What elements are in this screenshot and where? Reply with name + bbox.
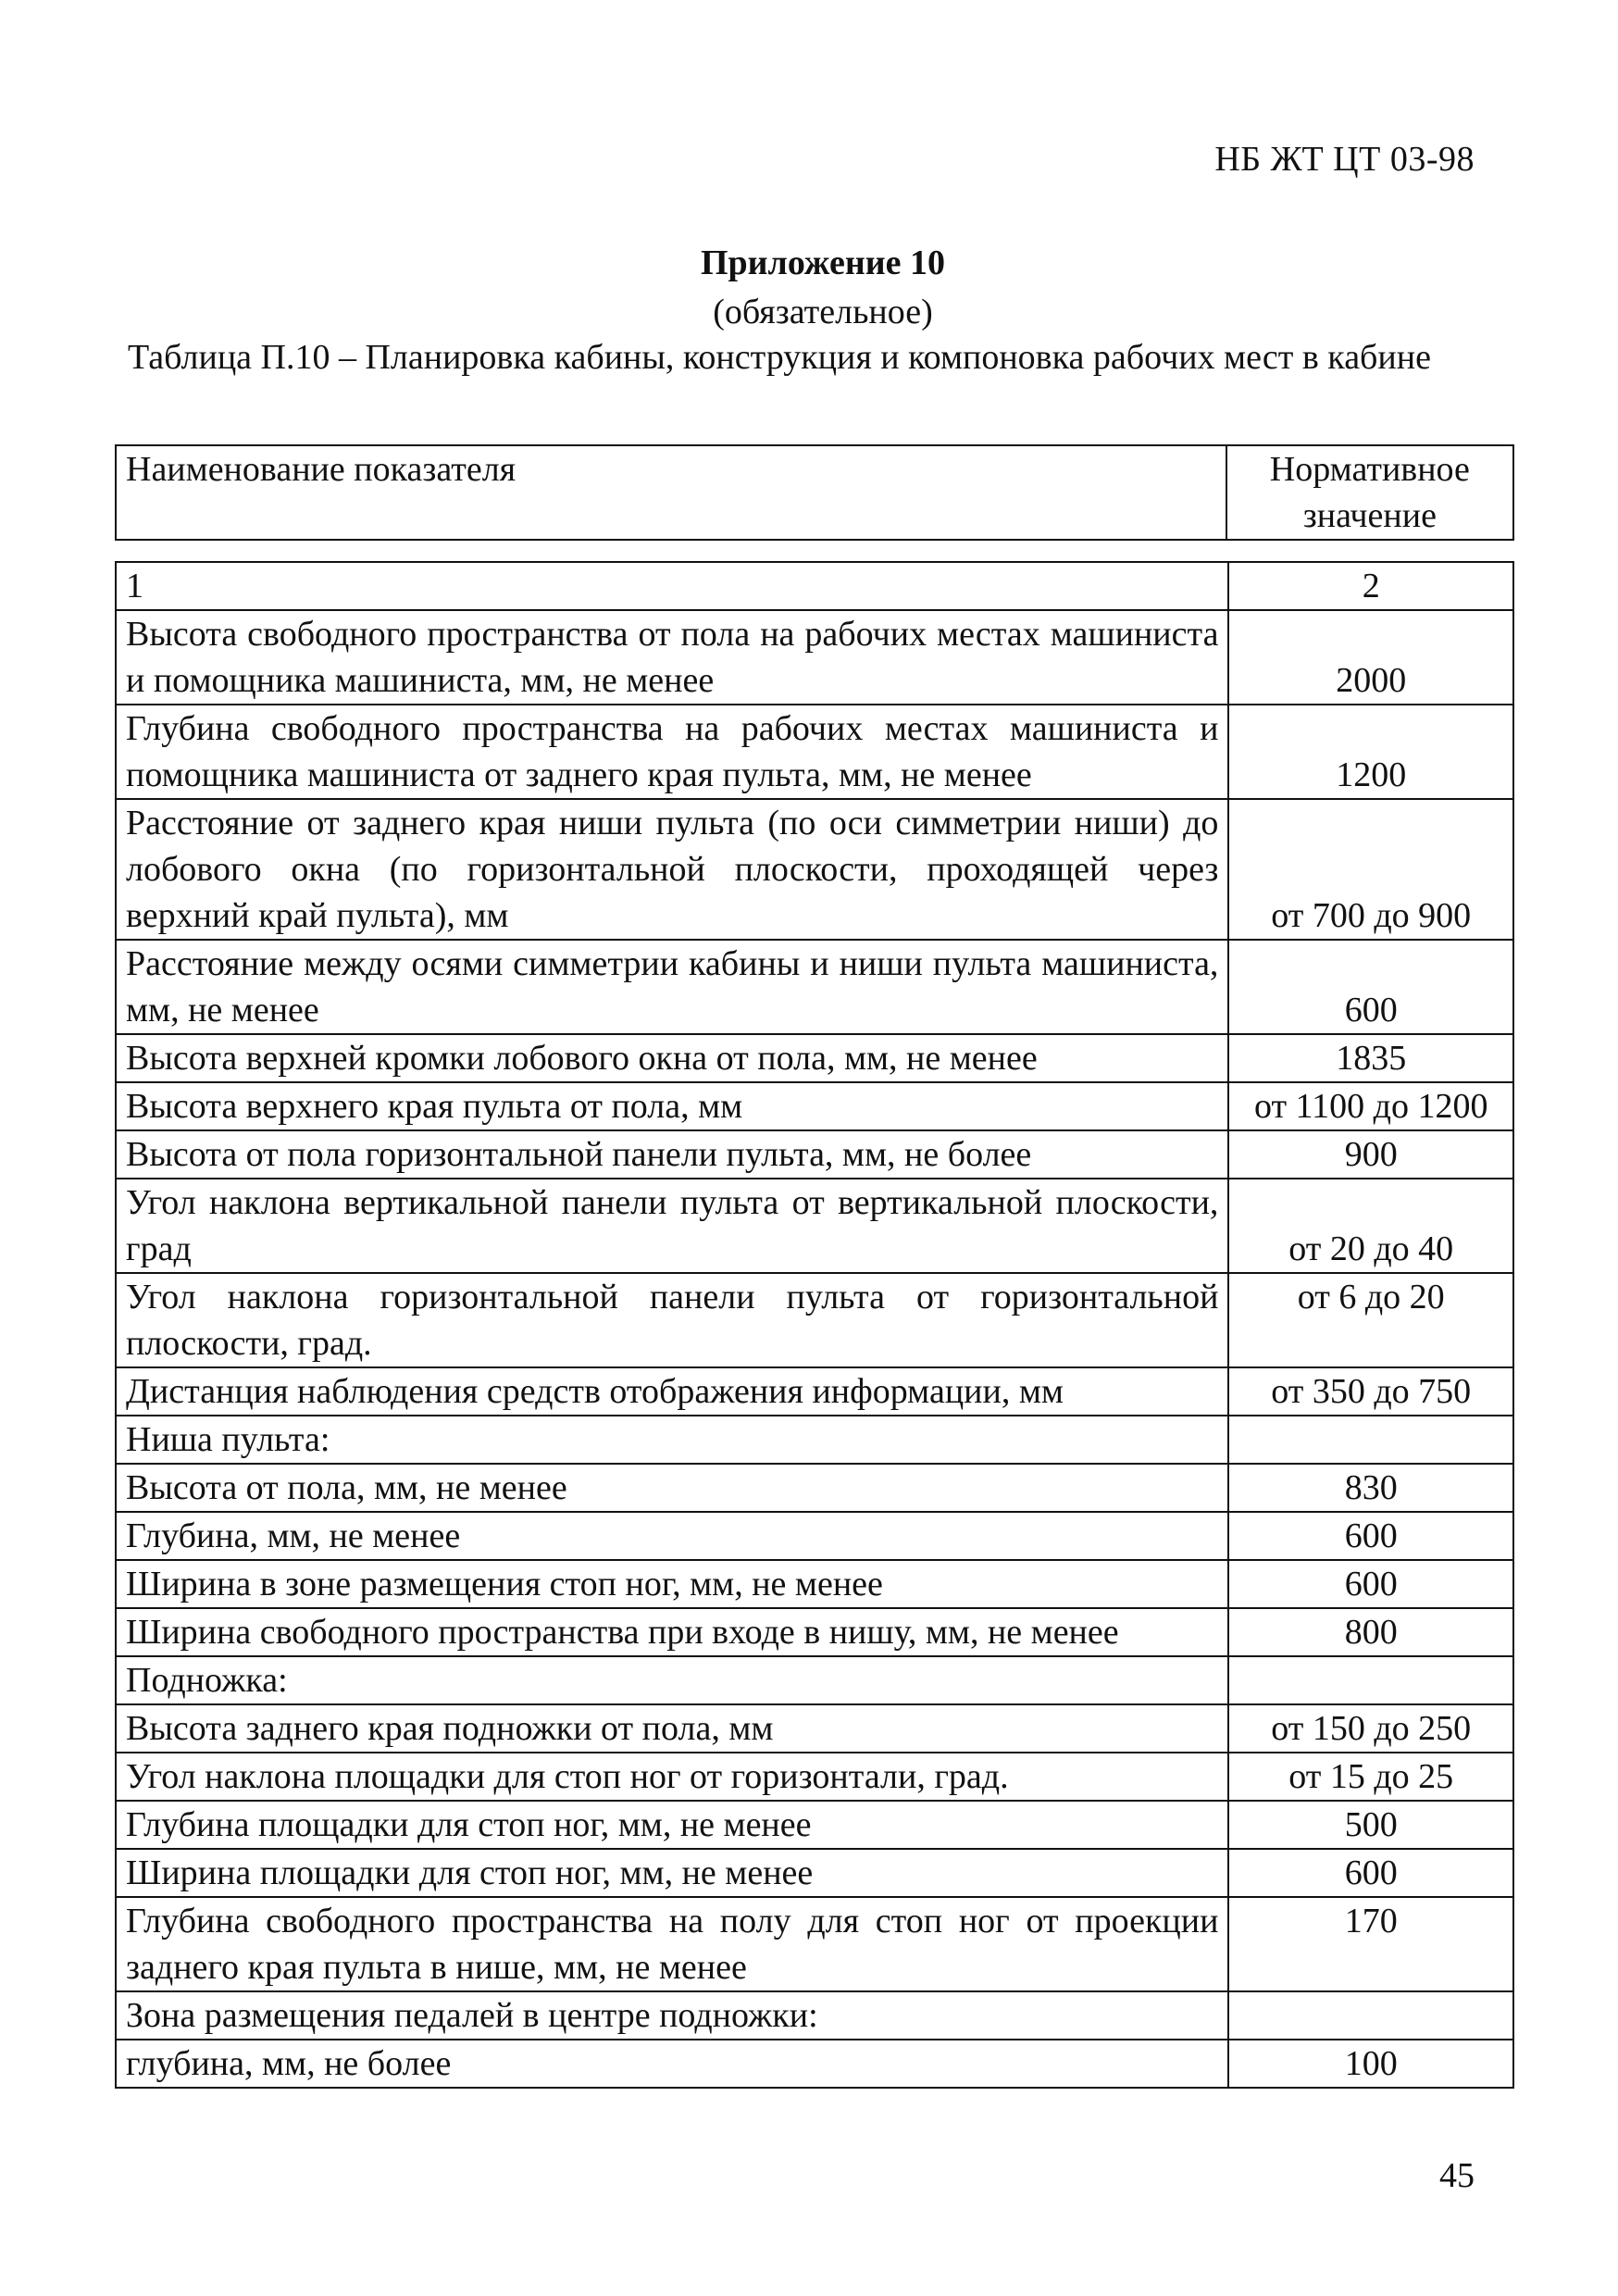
indicator-name: Ниша пульта: [116,1416,1228,1464]
normative-value: 2000 [1228,610,1513,705]
normative-value: от 6 до 20 [1228,1273,1513,1367]
normative-value: 830 [1228,1464,1513,1512]
table-row [116,940,1513,1034]
indicator-name: Угол наклона площадки для стоп ног от горизонтали, град. [116,1753,1228,1801]
table-row [116,1416,1513,1464]
indicator-name: Дистанция наблюдения средств отображения информации, мм [116,1367,1228,1416]
table-row [116,1367,1513,1416]
table-row [116,1801,1513,1849]
appendix-subtitle: (обязательное) [713,293,933,331]
indicator-name: глубина, мм, не более [116,2040,1228,2088]
normative-value: от 1100 до 1200 [1228,1082,1513,1130]
table-row [116,1849,1513,1897]
normative-value: 600 [1228,940,1513,1034]
indicator-name: Зона размещения педалей в центре подножки: [116,1991,1228,2040]
normative-value [1228,1416,1513,1464]
table-row [116,1512,1513,1560]
indicator-name: Ширина площадки для стоп ног, мм, не менее [116,1849,1228,1897]
normative-value [1228,1656,1513,1704]
normative-value: 800 [1228,1608,1513,1656]
appendix-title: Приложение 10 [700,243,946,282]
indicator-name: Подножка: [116,1656,1228,1704]
document-code: НБ ЖТ ЦТ 03-98 [1214,140,1475,179]
table-body [116,562,1513,2088]
normative-value: 600 [1228,1849,1513,1897]
column-number-2: 2 [1228,562,1513,610]
indicator-name: Высота заднего края подножки от пола, мм [116,1704,1228,1753]
normative-value: 170 [1228,1897,1513,1991]
normative-value: от 700 до 900 [1228,799,1513,940]
indicator-name: Расстояние от заднего края ниши пульта (по оси симметрии ниши) до лобового окна (по горизонтальной плоскости, проходящей через верхний край пульта), мм [116,799,1228,940]
indicator-name: Глубина свободного пространства на рабочих местах машиниста и помощника машиниста от заднего края пульта, мм, не менее [116,705,1228,799]
table-row [116,1656,1513,1704]
normative-value: 100 [1228,2040,1513,2088]
normative-value: от 15 до 25 [1228,1753,1513,1801]
table-caption: Таблица П.10 – Планировка кабины, конструкция и компоновка рабочих мест в кабине [128,338,1431,377]
table-row [116,1560,1513,1608]
table-row [116,1991,1513,2040]
indicator-name: Угол наклона вертикальной панели пульта от вертикальной плоскости, град [116,1179,1228,1273]
table-row [116,1608,1513,1656]
indicator-name: Ширина свободного пространства при входе в нишу, мм, не менее [116,1608,1228,1656]
table-row [116,1897,1513,1991]
indicator-name: Глубина, мм, не менее [116,1512,1228,1560]
normative-value: от 150 до 250 [1228,1704,1513,1753]
table-row [116,1082,1513,1130]
indicator-name: Высота верхнего края пульта от пола, мм [116,1082,1228,1130]
table-row [116,705,1513,799]
table-row [116,610,1513,705]
normative-value: от 350 до 750 [1228,1367,1513,1416]
table-header [115,444,1514,541]
indicator-name: Глубина площадки для стоп ног, мм, не менее [116,1801,1228,1849]
indicator-name: Высота верхней кромки лобового окна от пола, мм, не менее [116,1034,1228,1082]
indicator-name: Высота свободного пространства от пола на рабочих местах машиниста и помощника машиниста, мм, не менее [116,610,1228,705]
table-row [116,1034,1513,1082]
page-number: 45 [1439,2156,1475,2195]
normative-value: 600 [1228,1512,1513,1560]
indicator-name: Угол наклона горизонтальной панели пульта от горизонтальной плоскости, град. [116,1273,1228,1367]
indicator-name: Высота от пола, мм, не менее [116,1464,1228,1512]
header-name: Наименование показателя [116,445,1226,540]
indicator-name: Ширина в зоне размещения стоп ног, мм, не менее [116,1560,1228,1608]
normative-value: 600 [1228,1560,1513,1608]
column-number-row [116,562,1513,610]
indicator-name: Глубина свободного пространства на полу для стоп ног от проекции заднего края пульта в нише, мм, не менее [116,1897,1228,1991]
indicator-name: Расстояние между осями симметрии кабины и ниши пульта машиниста, мм, не менее [116,940,1228,1034]
normative-value: от 20 до 40 [1228,1179,1513,1273]
table-row [116,1704,1513,1753]
table-row [116,1179,1513,1273]
norms-table [115,561,1514,2089]
normative-value: 1200 [1228,705,1513,799]
table-row [116,1130,1513,1179]
table-row [116,2040,1513,2088]
table-row [116,1464,1513,1512]
table-row [116,1753,1513,1801]
normative-value [1228,1991,1513,2040]
table-row [116,799,1513,940]
indicator-name: Высота от пола горизонтальной панели пульта, мм, не более [116,1130,1228,1179]
table-row [116,1273,1513,1367]
header-value: Нормативное значение [1226,445,1513,540]
column-number-1: 1 [116,562,1228,610]
normative-value: 900 [1228,1130,1513,1179]
normative-value: 1835 [1228,1034,1513,1082]
normative-value: 500 [1228,1801,1513,1849]
